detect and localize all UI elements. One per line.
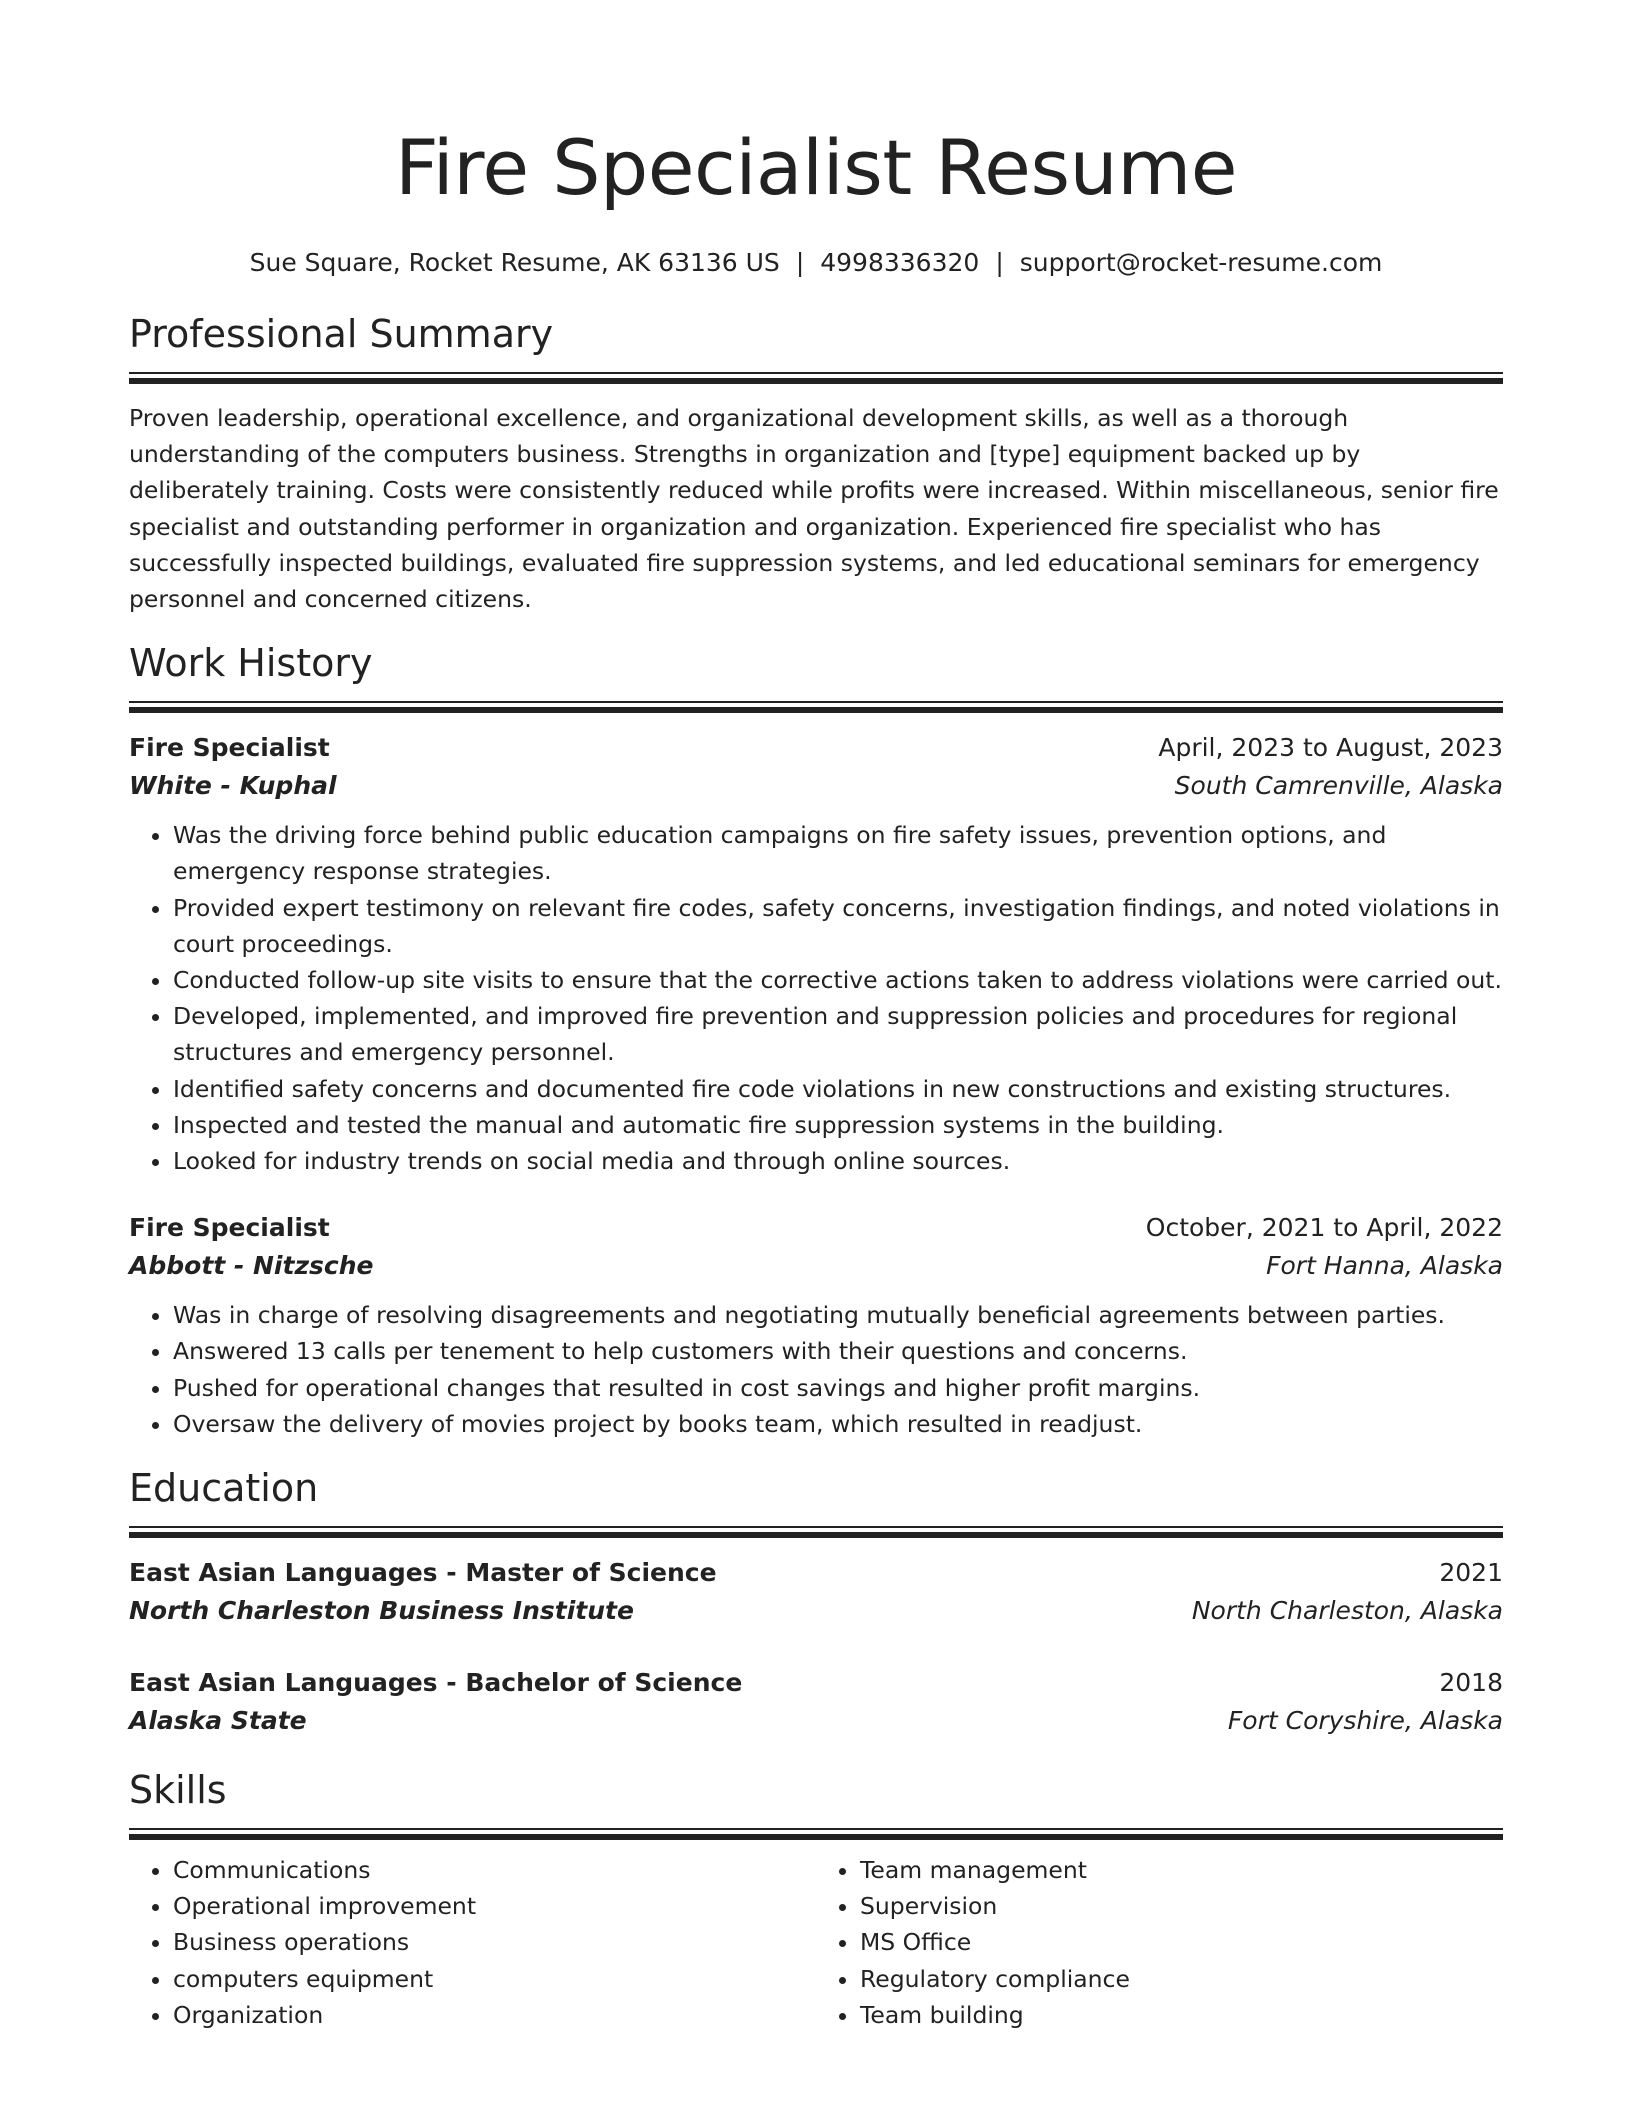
education-header-row bbox=[129, 1554, 1503, 1592]
school-location: North Charleston, Alaska bbox=[1191, 1596, 1503, 1626]
skill-item: • Team building bbox=[860, 1997, 1503, 2033]
job-bullets bbox=[129, 817, 1503, 1179]
job-bullets bbox=[129, 1297, 1503, 1442]
skill-item: • Team management bbox=[860, 1852, 1503, 1888]
education-entry bbox=[129, 1664, 1503, 1740]
section-heading-work-history: Work History bbox=[129, 641, 373, 686]
skill-item: • Operational improvement bbox=[173, 1888, 816, 1924]
degree-name: East Asian Languages - Master of Science bbox=[129, 1558, 717, 1588]
education-section bbox=[129, 1464, 1503, 1740]
school-name: North Charleston Business Institute bbox=[129, 1596, 634, 1626]
contact-separator: | bbox=[795, 248, 805, 277]
skill-item: • Business operations bbox=[173, 1924, 816, 1960]
section-divider bbox=[129, 1526, 1503, 1538]
contact-email: support@rocket-resume.com bbox=[1019, 248, 1383, 277]
list-item: • Developed, implemented, and improved fire prevention and suppression policies and procedures for regional structures and emergency personnel. bbox=[173, 998, 1503, 1070]
section-divider bbox=[129, 1828, 1503, 1840]
employer-name: White - Kuphal bbox=[129, 771, 337, 801]
section-heading-skills: Skills bbox=[129, 1768, 227, 1813]
job-header-row bbox=[129, 1209, 1503, 1247]
list-item: • Conducted follow-up site visits to ensure that the corrective actions taken to address violations were carried out. bbox=[173, 962, 1503, 998]
contact-separator: | bbox=[995, 248, 1004, 277]
job-title: Fire Specialist bbox=[129, 733, 330, 763]
skill-item: • Organization bbox=[173, 1997, 816, 2033]
list-item: • Was in charge of resolving disagreements and negotiating mutually beneficial agreements between parties. bbox=[173, 1297, 1503, 1333]
skills-grid bbox=[129, 1852, 1503, 2033]
section-heading-summary: Professional Summary bbox=[129, 312, 554, 356]
summary-section bbox=[129, 310, 1503, 617]
work-history-section bbox=[129, 639, 1503, 1442]
section-divider bbox=[129, 372, 1503, 384]
skill-item: • Communications bbox=[173, 1852, 816, 1888]
job-subheader-row bbox=[129, 1247, 1503, 1285]
job-location: Fort Hanna, Alaska bbox=[1266, 1251, 1503, 1281]
list-item: • Inspected and tested the manual and automatic fire suppression systems in the building. bbox=[173, 1107, 1503, 1143]
job-entry bbox=[129, 1209, 1503, 1442]
job-dates: October, 2021 to April, 2022 bbox=[1145, 1213, 1503, 1243]
skill-item: • Regulatory compliance bbox=[860, 1961, 1503, 1997]
list-item: • Was the driving force behind public education campaigns on fire safety issues, prevention options, and emergency response strategies. bbox=[173, 817, 1503, 889]
list-item: • Looked for industry trends on social media and through online sources. bbox=[173, 1143, 1503, 1179]
education-subheader-row bbox=[129, 1702, 1503, 1740]
contact-line bbox=[129, 246, 1503, 280]
list-item: • Identified safety concerns and documented fire code violations in new constructions and existing structures. bbox=[173, 1071, 1503, 1107]
skill-item: • computers equipment bbox=[173, 1961, 816, 1997]
job-subheader-row bbox=[129, 767, 1503, 805]
skill-item: • Supervision bbox=[860, 1888, 1503, 1924]
education-header-row bbox=[129, 1664, 1503, 1702]
job-title: Fire Specialist bbox=[129, 1213, 330, 1243]
job-entry bbox=[129, 729, 1503, 1179]
contact-address: Sue Square, Rocket Resume, AK 63136 US bbox=[249, 248, 780, 277]
education-subheader-row bbox=[129, 1592, 1503, 1630]
degree-name: East Asian Languages - Bachelor of Science bbox=[129, 1668, 743, 1698]
skills-section bbox=[129, 1766, 1503, 2033]
section-heading-education: Education bbox=[129, 1466, 319, 1511]
job-dates: April, 2023 to August, 2023 bbox=[1158, 733, 1503, 763]
list-item: • Oversaw the delivery of movies project by books team, which resulted in readjust. bbox=[173, 1406, 1503, 1442]
education-entry bbox=[129, 1554, 1503, 1630]
skills-list-left bbox=[129, 1852, 816, 2033]
job-location: South Camrenville, Alaska bbox=[1174, 771, 1503, 801]
graduation-year: 2021 bbox=[1439, 1558, 1503, 1588]
summary-text: Proven leadership, operational excellence, and organizational development skills, as well as a thorough understanding of the computers business. Strengths in organization and [type] equipment backed up by deliberately training. Costs were consistently reduced while profits were increased. Within miscellaneous, senior fire specialist and outstanding performer in organization and organization. Experienced fire specialist who has successfully inspected buildings, evaluated fire suppression systems, and led educational seminars for emergency personnel and concerned citizens. bbox=[129, 404, 1499, 614]
contact-phone: 4998336320 bbox=[820, 248, 980, 277]
section-divider bbox=[129, 701, 1503, 713]
resume-title: Fire Specialist Resume bbox=[395, 123, 1237, 212]
graduation-year: 2018 bbox=[1439, 1668, 1503, 1698]
skills-list-right bbox=[816, 1852, 1503, 2033]
school-name: Alaska State bbox=[129, 1706, 307, 1736]
skill-item: • MS Office bbox=[860, 1924, 1503, 1960]
list-item: • Answered 13 calls per tenement to help customers with their questions and concerns. bbox=[173, 1333, 1503, 1369]
list-item: • Pushed for operational changes that resulted in cost savings and higher profit margins. bbox=[173, 1370, 1503, 1406]
employer-name: Abbott - Nitzsche bbox=[129, 1251, 374, 1281]
job-header-row bbox=[129, 729, 1503, 767]
list-item: • Provided expert testimony on relevant fire codes, safety concerns, investigation findings, and noted violations in court proceedings. bbox=[173, 890, 1503, 962]
school-location: Fort Coryshire, Alaska bbox=[1227, 1706, 1503, 1736]
